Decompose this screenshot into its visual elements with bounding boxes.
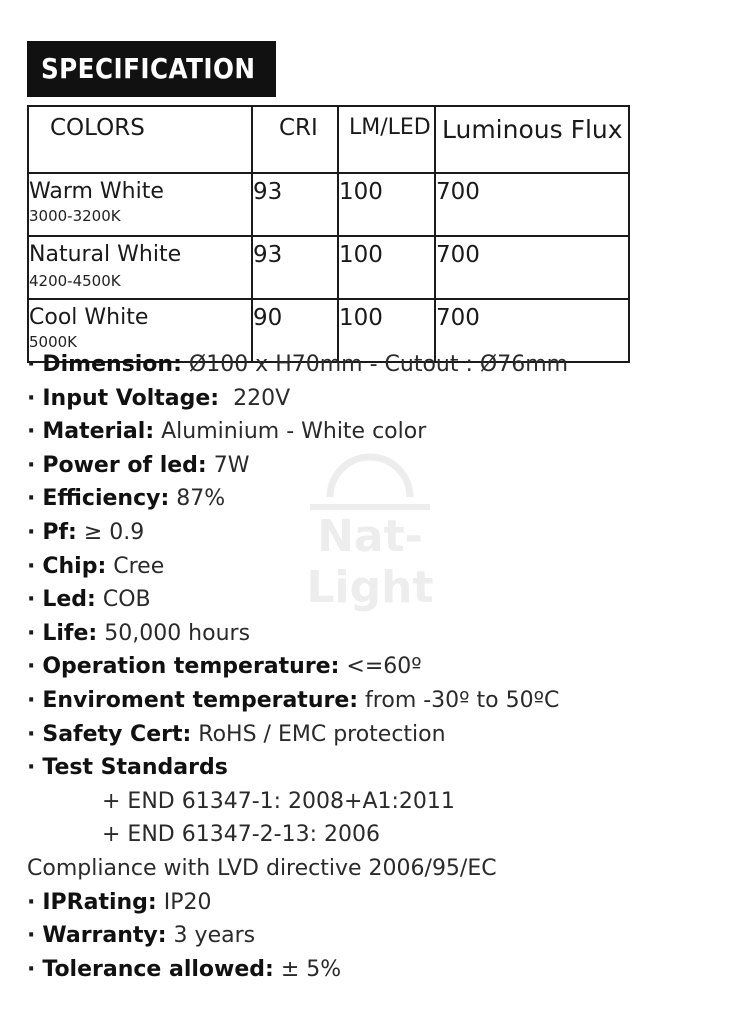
spec-environment-temperature: · Enviroment temperature: from -30º to 50ºC	[27, 687, 560, 713]
flux-value: 700	[435, 173, 629, 236]
spec-led: · Led: COB	[27, 587, 151, 613]
cri-value: 93	[252, 236, 338, 299]
spec-power: · Power of led: 7W	[27, 452, 250, 478]
lm-led-value: 100	[338, 173, 435, 236]
header-cri: CRI	[252, 106, 338, 173]
spec-list	[27, 348, 717, 986]
spec-ip-rating: · IPRating: IP20	[27, 889, 212, 915]
color-cell	[28, 236, 252, 299]
spec-input-voltage: · Input Voltage: 220V	[27, 385, 291, 411]
cri-value: 90	[252, 299, 338, 362]
color-temperature: 5000K	[29, 333, 78, 351]
table-header-row	[28, 106, 629, 173]
color-temperature: 4200-4500K	[29, 272, 121, 290]
flux-value: 700	[435, 236, 629, 299]
spec-material: · Material: Aluminium - White color	[27, 419, 427, 445]
table-row	[28, 173, 629, 236]
header-lm-led: LM/LED	[338, 106, 435, 173]
lm-led-value: 100	[338, 299, 435, 362]
spec-safety-cert: · Safety Cert: RoHS / EMC protection	[27, 721, 446, 747]
color-temperature: 3000-3200K	[29, 207, 121, 225]
spec-operation-temperature: · Operation temperature: <=60º	[27, 654, 422, 680]
spec-pf: · Pf: ≥ 0.9	[27, 519, 145, 545]
header-luminous-flux: Luminous Flux	[435, 106, 629, 173]
test-standard-item: + END 61347-2-13: 2006	[102, 822, 380, 848]
spec-efficiency: · Efficiency: 87%	[27, 486, 226, 512]
table-row	[28, 236, 629, 299]
cri-value: 93	[252, 173, 338, 236]
spec-chip: · Chip: Cree	[27, 553, 165, 579]
lm-led-value: 100	[338, 236, 435, 299]
color-spec-table	[27, 105, 630, 363]
watermark-text: Nat-Light	[306, 511, 434, 613]
spec-dimension: · Dimension: Ø100 x H70mm - Cutout : Ø76mm	[27, 352, 569, 377]
compliance-note: Compliance with LVD directive 2006/95/EC	[27, 855, 497, 881]
color-cell	[28, 173, 252, 236]
section-title: SPECIFICATION	[27, 41, 276, 97]
flux-value: 700	[435, 299, 629, 362]
color-name: Natural White	[29, 242, 182, 267]
spec-warranty: · Warranty: 3 years	[27, 923, 256, 949]
header-colors: COLORS	[28, 106, 252, 173]
spec-tolerance: · Tolerance allowed: ± 5%	[27, 956, 342, 982]
spec-test-standards: · Test Standards	[27, 755, 228, 781]
test-standard-item: + END 61347-1: 2008+A1:2011	[102, 788, 455, 814]
color-name: Warm White	[29, 179, 164, 204]
spec-life: · Life: 50,000 hours	[27, 620, 251, 646]
color-name: Cool White	[29, 305, 149, 330]
